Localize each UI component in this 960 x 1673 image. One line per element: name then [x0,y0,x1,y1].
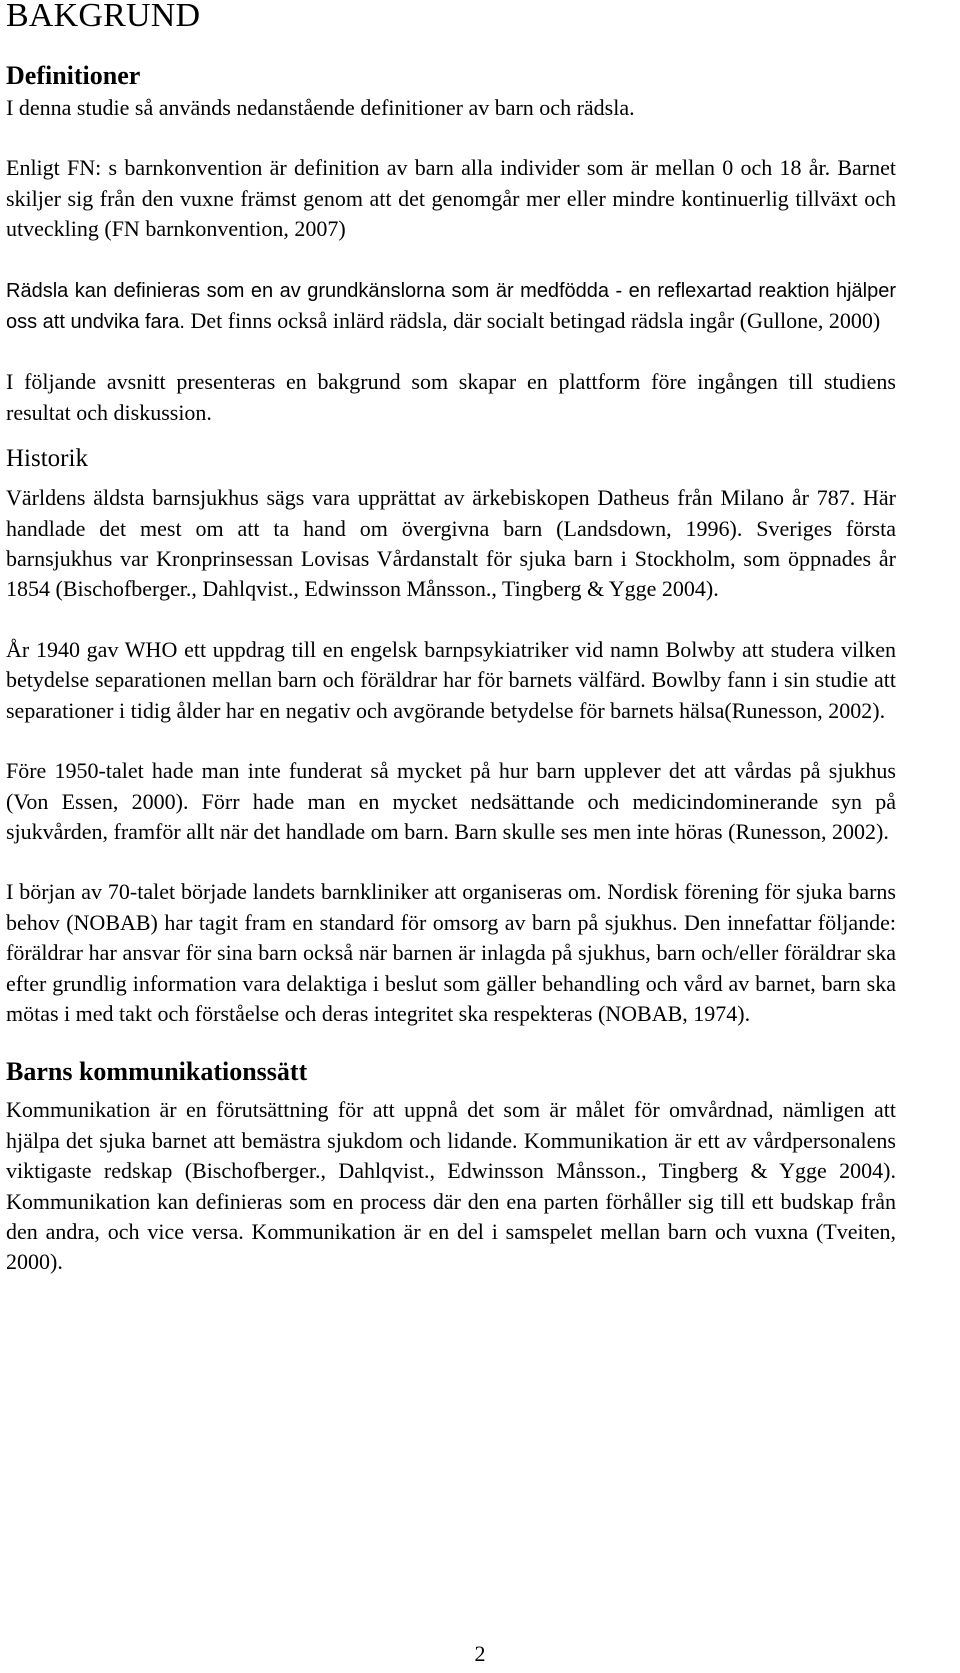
definitioner-paragraph-2: Enligt FN: s barnkonvention är definition av barn alla individer som är mellan 0 och 18 år. Barnet skiljer sig från den vuxne främst genom att det genomgår mer eller mindre kontinuerlig tillväxt och utveckling (FN barnkonvention, 2007) [6,155,896,242]
page-number: 2 [474,1641,486,1666]
definitioner-paragraph-3-sans: Rädsla kan definieras som en av grundkänslorna som är medfödda - en reflexartad reaktion hjälper oss att undvika fara. [6,279,896,334]
historik-paragraph-3: Före 1950-talet hade man inte funderat så mycket på hur barn upplever det att vårdas på sjukhus (Von Essen, 2000). Förr hade man en mycket nedsättande och medicindominerande syn på sjukvården, framför allt när det handlade om barn. Barn skulle ses men inte höras (Runesson, 2002). [6,758,896,844]
definitioner-paragraph-4: I följande avsnitt presenteras en bakgrund som skapar en plattform före ingången till studiens resultat och diskussion. [6,369,896,425]
page-title: BAKGRUND [6,0,201,34]
document-page [6,0,896,1278]
definitioner-paragraph-3-serif: Det finns också inlärd rädsla, där socialt betingad rädsla ingår (Gullone, 2000) [184,308,881,334]
historik-paragraph-4: I början av 70-talet började landets barnkliniker att organiseras om. Nordisk förening för sjuka barns behov (NOBAB) har tagit fram en standard för omsorg av barn på sjukhus. Den innefattar följande: föräldrar har ansvar för sina barn också när barnen är inlagda på sjukhus, barn och/eller föräldrar ska efter grundlig information vara delaktiga i beslut som gäller behandling och vård av barnet, barn ska mötas i med takt och förståelse och deras integritet ska respekteras (NOBAB, 1974). [6,879,896,1026]
kommunikation-paragraph-1: Kommunikation är en förutsättning för att uppnå det som är målet för omvårdnad, nämligen att hjälpa det sjuka barnet att bemästra sjukdom och lidande. Kommunikation är ett av vårdpersonalens viktigaste redskap (Bischofberger., Dahlqvist., Edwinsson Månsson., Tingberg & Ygge 2004). Kommunikation kan definieras som en process där den ena parten förhåller sig till ett budskap från den andra, och vice versa. Kommunikation är en del i samspelet mellan barn och vuxna (Tveiten, 2000). [6,1097,896,1275]
heading-barns-kommunikationssatt: Barns kommunikationssätt [6,1057,308,1087]
historik-paragraph-2: År 1940 gav WHO ett uppdrag till en engelsk barnpsykiatriker vid namn Bolwby att studera vilken betydelse separationen mellan barn och föräldrar har för barnets välfärd. Bowlby fann i sin studie att separationer i tidig ålder har en negativ och avgörande betydelse för barnets hälsa(Runesson, 2002). [6,636,896,723]
definitioner-paragraph-3 [6,275,896,338]
definitioner-paragraph-1: I denna studie så används nedanstående definitioner av barn och rädsla. [6,95,635,120]
heading-definitioner: Definitioner [6,61,141,90]
historik-paragraph-1: Världens äldsta barnsjukhus sägs vara upprättat av ärkebiskopen Datheus från Milano år 787. Här handlade det mest om att ta hand om övergivna barn (Landsdown, 1996). Sveriges första barnsjukhus var Kronprinsessan Lovisas Vårdanstalt för sjuka barn i Stockholm, som öppnades år 1854 (Bischofberger., Dahlqvist., Edwinsson Månsson., Tingberg & Ygge 2004). [6,485,896,602]
heading-historik: Historik [6,445,88,473]
